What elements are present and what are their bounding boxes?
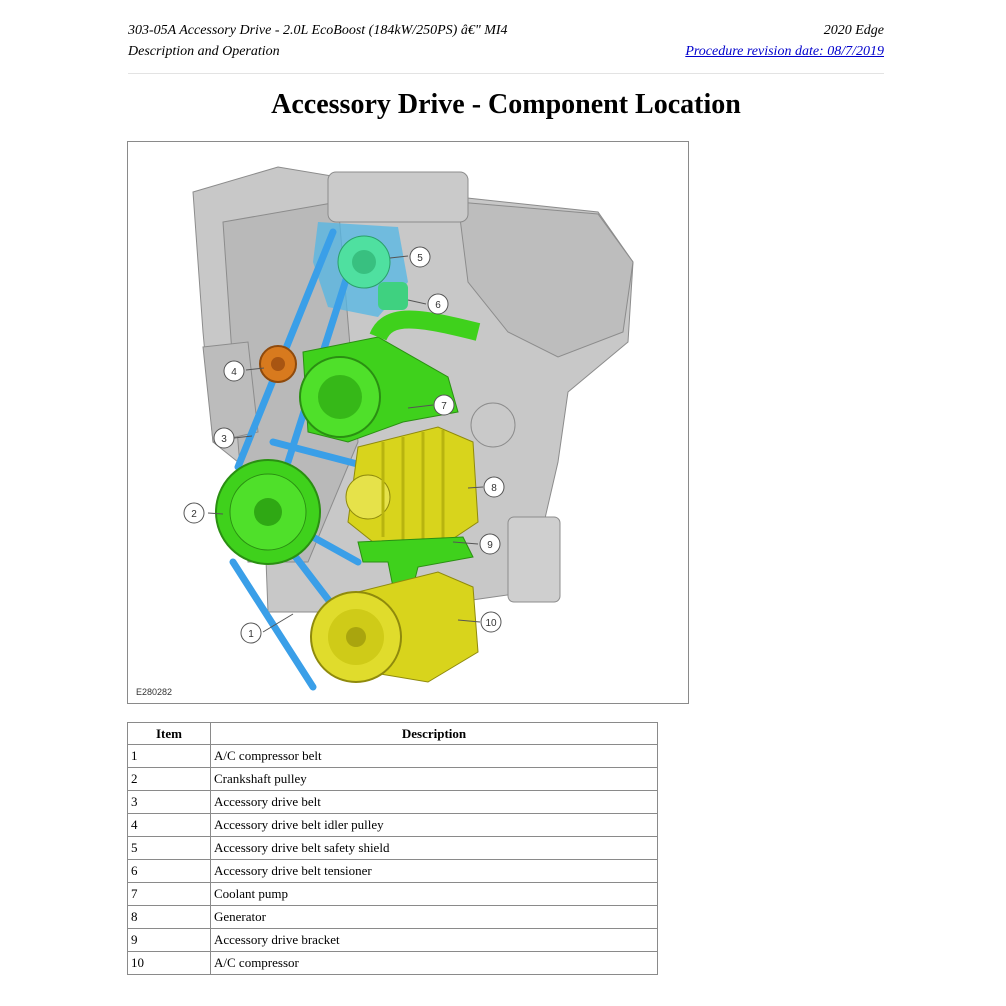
- table-row: [128, 883, 658, 906]
- table-header-row: [128, 723, 658, 745]
- column-header-description: Description: [211, 723, 658, 745]
- callout-label-4: 4: [231, 367, 237, 378]
- item-number: 3: [128, 791, 211, 814]
- item-description: Accessory drive belt: [211, 791, 658, 814]
- item-number: 1: [128, 745, 211, 768]
- right-pulley: [471, 403, 515, 447]
- item-number: 9: [128, 929, 211, 952]
- section-name: Description and Operation: [128, 44, 280, 59]
- table-row: [128, 768, 658, 791]
- item-number: 5: [128, 837, 211, 860]
- item-description: Accessory drive belt safety shield: [211, 837, 658, 860]
- idler-pulley: [260, 346, 296, 382]
- item-description: Accessory drive bracket: [211, 929, 658, 952]
- table-row: [128, 860, 658, 883]
- figure-id: E280282: [136, 687, 173, 697]
- item-number: 7: [128, 883, 211, 906]
- document-code: 303-05A Accessory Drive - 2.0L EcoBoost (184kW/250PS) â€" MI4: [128, 23, 508, 38]
- callout-label-7: 7: [441, 401, 447, 412]
- item-description: Accessory drive belt tensioner: [211, 860, 658, 883]
- callout-label-6: 6: [435, 300, 441, 311]
- callout-label-1: 1: [248, 629, 254, 640]
- callout-label-8: 8: [491, 483, 497, 494]
- crankshaft-pulley: [216, 460, 320, 564]
- item-number: 10: [128, 952, 211, 975]
- callout-label-9: 9: [487, 540, 493, 551]
- valve-cover: [328, 172, 468, 222]
- page-title: Accessory Drive - Component Location: [271, 89, 741, 120]
- item-description: Crankshaft pulley: [211, 768, 658, 791]
- item-table: [127, 722, 658, 975]
- item-number: 2: [128, 768, 211, 791]
- table-row: [128, 745, 658, 768]
- item-number: 6: [128, 860, 211, 883]
- item-description: A/C compressor: [211, 952, 658, 975]
- callout-label-10: 10: [485, 618, 497, 629]
- callout-label-5: 5: [417, 253, 423, 264]
- table-row: [128, 906, 658, 929]
- callout-label-3: 3: [221, 434, 227, 445]
- table-row: [128, 791, 658, 814]
- item-description: A/C compressor belt: [211, 745, 658, 768]
- item-description: Accessory drive belt idler pulley: [211, 814, 658, 837]
- vehicle-name: 2020 Edge: [823, 23, 884, 38]
- column-header-item: Item: [128, 723, 211, 745]
- oil-filter: [508, 517, 560, 602]
- table-row: [128, 814, 658, 837]
- engine-illustration: [127, 141, 689, 704]
- page-header: [128, 23, 884, 74]
- item-number: 8: [128, 906, 211, 929]
- table-row: [128, 837, 658, 860]
- table-row: [128, 929, 658, 952]
- item-description: Generator: [211, 906, 658, 929]
- item-number: 4: [128, 814, 211, 837]
- left-housing: [203, 342, 258, 442]
- callout-label-2: 2: [191, 509, 197, 520]
- table-row: [128, 952, 658, 975]
- revision-date-link[interactable]: Procedure revision date: 08/7/2019: [685, 44, 884, 59]
- item-description: Coolant pump: [211, 883, 658, 906]
